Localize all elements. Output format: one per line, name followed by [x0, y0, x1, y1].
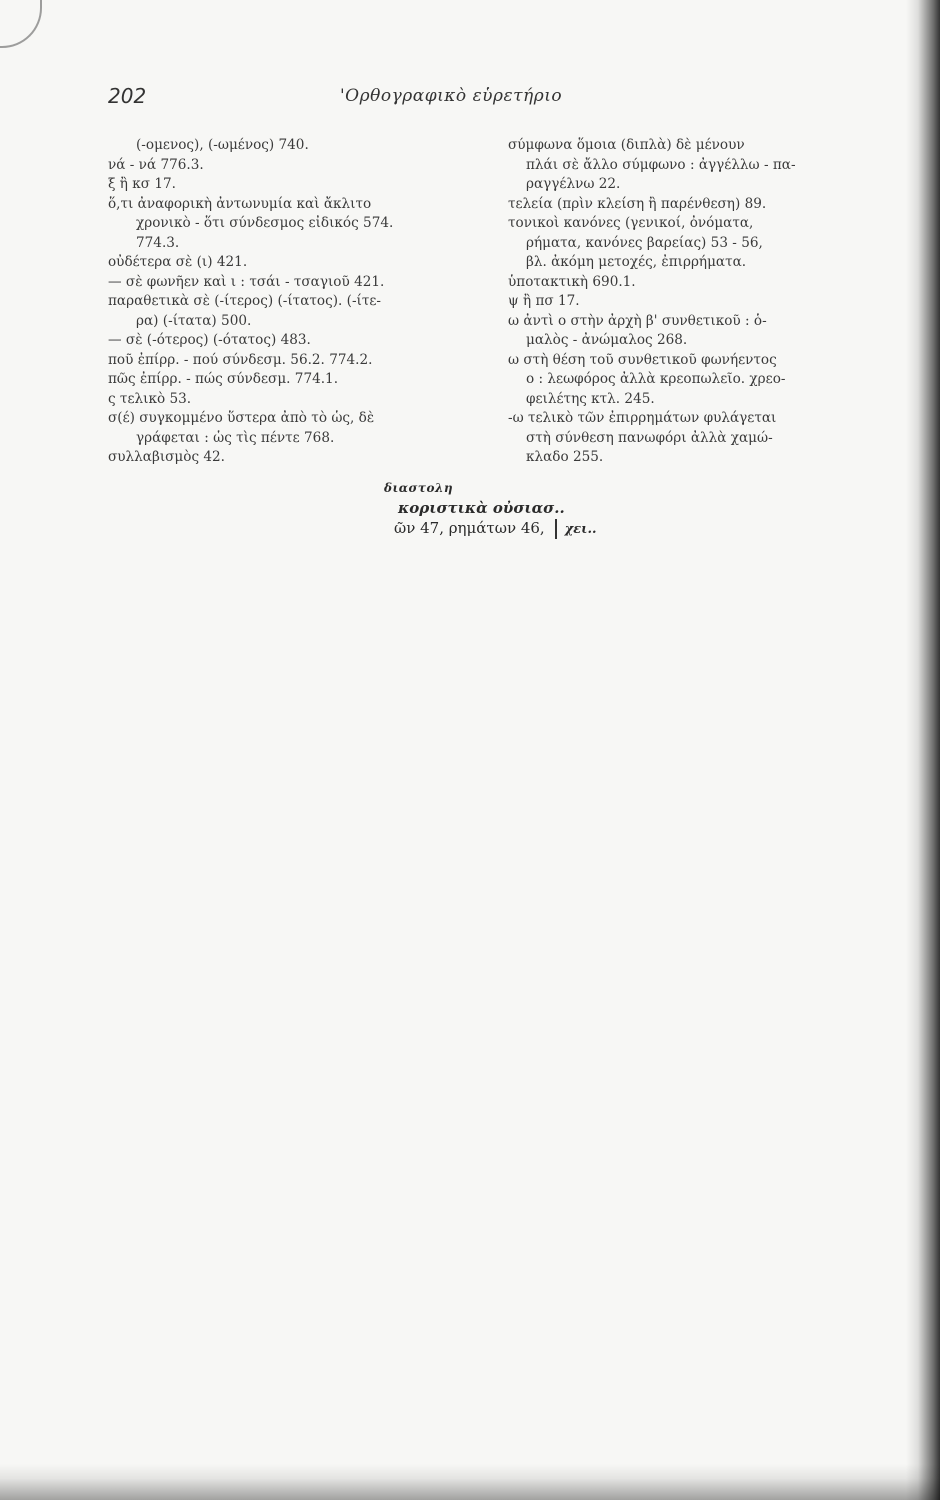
running-head: 'Ορθογραφικὸ εὑρετήριο: [340, 86, 563, 106]
index-entry-line: 774.3.: [136, 234, 180, 251]
index-entry-line: ρα) (-ίτατα) 500.: [136, 312, 252, 329]
show-through-line: [384, 518, 597, 540]
show-through-line: κοριστικὰ οὐσιασ..: [398, 499, 565, 517]
index-column-left: [108, 136, 488, 468]
index-entry-line: ὑποτακτικὴ 690.1.: [508, 273, 636, 290]
index-entry-line: — σὲ φωνῆεν καὶ ι : τσάι - τσαγιοῦ 421.: [108, 273, 385, 290]
index-entry-line: μαλὸς - ἀνώμαλος 268.: [526, 332, 688, 348]
index-entry-line: γράφεται : ὡς τὶς πέντε 768.: [136, 429, 335, 446]
page-edge-shadow: [906, 0, 940, 1500]
index-entry-line: πλάι σὲ ἄλλο σύμφωνο : ἀγγέλλω - πα-: [526, 156, 796, 173]
page-bottom-shadow: [0, 1464, 940, 1500]
index-entry-line: οὐδέτερα σὲ (ι) 421.: [108, 254, 248, 270]
index-entry-line: χρονικὸ - ὅτι σύνδεσμος εἰδικός 574.: [136, 215, 394, 231]
show-through-line: διαστολη: [384, 481, 454, 495]
vertical-rule: [555, 519, 557, 539]
index-entry-line: νά - νά 776.3.: [108, 156, 204, 173]
index-entry-line: βλ. ἀκόμη μετοχές, ἐπιρρήματα.: [526, 254, 747, 270]
index-entry-line: ξ ἢ κσ 17.: [108, 176, 176, 192]
index-entry-line: ς τελικὸ 53.: [108, 390, 192, 407]
page-number: 202: [108, 84, 147, 108]
index-entry-line: φειλέτης κτλ. 245.: [526, 390, 655, 407]
index-entry-line: (-ομενος), (-ωμένος) 740.: [136, 137, 309, 153]
index-entry-line: ω ἀντὶ ο στὴν ἀρχὴ β' συνθετικοῦ : ὁ-: [508, 312, 767, 329]
index-entry-line: ο : λεωφόρος ἀλλὰ κρεοπωλεῖο. χρεο-: [526, 371, 786, 387]
index-entry-line: ρήματα, κανόνες βαρείας) 53 - 56,: [526, 234, 763, 251]
index-entry-line: — σὲ (-ότερος) (-ότατος) 483.: [108, 332, 311, 348]
index-entry-line: τονικοὶ κανόνες (γενικοί, ὀνόματα,: [508, 215, 754, 231]
index-entry-line: κλαδο 255.: [526, 449, 604, 465]
index-entry-line: -ω τελικὸ τῶν ἐπιρρημάτων φυλάγεται: [508, 410, 777, 426]
index-entry-line: ποῦ ἐπίρρ. - πού σύνδεσμ. 56.2. 774.2.: [108, 351, 373, 368]
index-column-right: [508, 136, 878, 468]
index-entry-line: ραγγέλνω 22.: [526, 176, 621, 192]
show-through-fragment: χει..: [564, 522, 597, 537]
index-entry-line: συλλαβισμὸς 42.: [108, 449, 225, 465]
index-entry-line: σύμφωνα ὅμοια (διπλὰ) δὲ μένουν: [508, 137, 745, 153]
index-entry-line: παραθετικὰ σὲ (-ίτερος) (-ίτατος). (-ίτε-: [108, 293, 382, 309]
index-entry-line: στὴ σύνθεση πανωφόρι ἀλλὰ χαμώ-: [526, 429, 773, 446]
index-entry-line: ψ ἢ πσ 17.: [508, 293, 580, 309]
index-entry-line: σ(έ) συγκομμένο ὕστερα ἀπὸ τὸ ὡς, δὲ: [108, 410, 375, 426]
show-through-text: [384, 478, 597, 540]
page-corner-shadow: [0, 0, 42, 48]
index-entry-line: τελεία (πρὶν κλείση ἢ παρένθεση) 89.: [508, 195, 767, 212]
index-entry-line: ὅ,τι ἀναφορικὴ ἀντωνυμία καὶ ἄκλιτο: [108, 195, 372, 212]
index-entry-line: πῶς ἐπίρρ. - πώς σύνδεσμ. 774.1.: [108, 371, 339, 387]
show-through-fragment: ῶν 47, ρημάτων 46,: [394, 519, 545, 537]
index-entry-line: ω στὴ θέση τοῦ συνθετικοῦ φωνήεντος: [508, 351, 777, 368]
